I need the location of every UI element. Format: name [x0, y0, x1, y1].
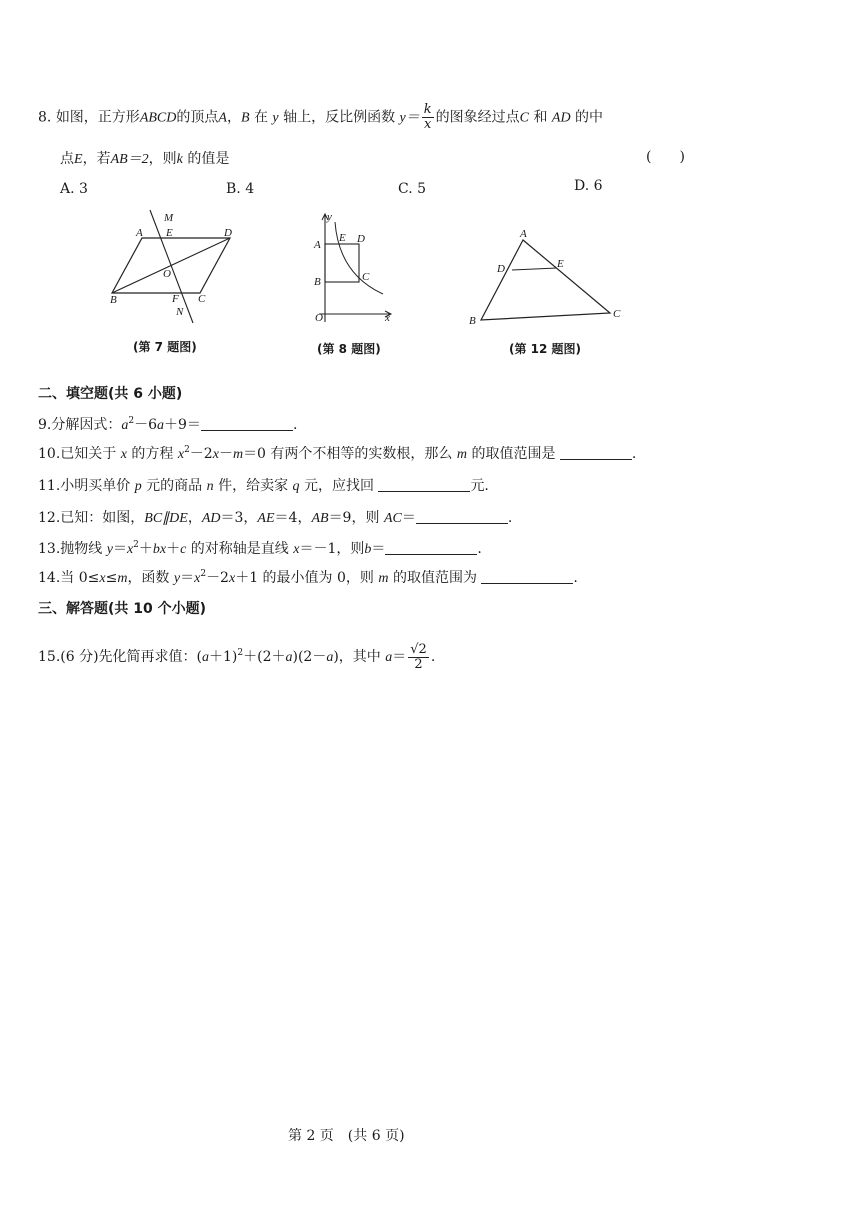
q9-math: a [121, 418, 129, 433]
q15-text: (6 分)先化简再求值：( [60, 649, 203, 665]
label-y: y [327, 211, 332, 223]
figure-8-caption: (第 8 题图) [317, 342, 381, 356]
q14-math: x [228, 571, 236, 586]
q8-text: 如图，正方形 [55, 109, 140, 126]
q8-text: ，若 [82, 151, 111, 167]
q11-math: q [292, 479, 300, 494]
q13-math: x [126, 542, 134, 557]
question-13 [38, 538, 482, 558]
q13-math: y [106, 542, 113, 557]
exponent: 2 [128, 416, 135, 426]
q8-text: 的顶点 [176, 109, 219, 126]
q12-math: AC [383, 511, 402, 526]
q12-math: AD [201, 511, 221, 526]
label-o: O [163, 268, 171, 280]
q11-text: 件，给卖家 [218, 478, 289, 494]
question-number: 13. [38, 541, 61, 557]
exponent: 2 [200, 569, 207, 579]
q8-math: B [240, 110, 250, 126]
q10-math: －2 [189, 446, 213, 462]
q8-math: AD [551, 110, 571, 126]
question-8-line-1 [38, 103, 603, 133]
q8-text: 点 [60, 151, 74, 167]
label-d: D [497, 263, 505, 275]
exponent: 2 [237, 648, 244, 658]
q8-math: y [272, 110, 279, 126]
q13-math: c [180, 542, 187, 557]
q11-text: 元的商品 [146, 478, 203, 494]
figure-8 [305, 210, 395, 325]
label-o: O [315, 312, 323, 324]
q13-math: b [364, 542, 372, 557]
question-9 [38, 414, 297, 434]
q12-text: . [507, 510, 513, 526]
q8-math: ABCD [139, 110, 177, 126]
label-b: B [110, 294, 117, 306]
fraction-denominator: x [424, 117, 432, 132]
q15-text: )，其中 [333, 649, 381, 665]
label-x: x [385, 312, 390, 324]
q10-math: m [232, 447, 244, 462]
answer-blank[interactable] [378, 477, 470, 492]
label-c: C [613, 308, 621, 320]
figure-12-caption: (第 12 题图) [509, 342, 582, 356]
q12-text: ， [187, 510, 202, 526]
q14-text: ，函数 [127, 570, 170, 586]
option-a: A. 3 [60, 181, 88, 197]
q13-math: ＝ [371, 541, 386, 557]
label-a: A [520, 228, 527, 240]
q14-math: ＝ [180, 570, 195, 586]
q15-math: )(2－ [292, 649, 327, 665]
question-number: 15. [38, 649, 61, 665]
q10-text: 的方程 [131, 446, 174, 462]
q10-math: － [218, 446, 233, 462]
q10-text: 已知关于 [60, 446, 117, 462]
q11-text: 元，应找回 [303, 478, 374, 494]
q12-text: 已知：如图， [60, 510, 145, 526]
label-b: B [314, 276, 321, 288]
exponent: 2 [133, 540, 139, 550]
label-m: M [164, 212, 174, 224]
label-c: C [362, 271, 370, 283]
q9-text: . [292, 417, 298, 433]
q10-math: m [456, 447, 467, 462]
fraction-denominator: 2 [414, 656, 423, 672]
q8-math: A [218, 110, 227, 126]
figure-7-caption: (第 7 题图) [133, 340, 197, 354]
q14-math: y [173, 571, 181, 586]
label-b: B [469, 315, 476, 327]
q14-math: m [117, 571, 128, 586]
option-b: B. 4 [226, 181, 255, 197]
q12-text: ＝9，则 [328, 510, 380, 526]
q15-text: . [430, 649, 436, 665]
q13-text: . [477, 541, 482, 557]
q14-math: m [378, 571, 389, 586]
q8-math: E [74, 152, 83, 167]
label-a: A [314, 239, 321, 251]
q13-math: ＋ [138, 541, 153, 557]
q8-math: k [176, 152, 183, 167]
option-d: D. 6 [574, 178, 603, 194]
q11-text: 小明买单价 [60, 478, 131, 494]
q11-math: p [134, 479, 142, 494]
question-8-line-2 [60, 148, 229, 168]
q10-text: ＝0 有两个不相等的实数根，那么 [243, 446, 453, 462]
q8-text: 的图象经过点 [435, 109, 520, 126]
label-e: E [339, 232, 346, 244]
q10-math: x [212, 447, 219, 462]
q12-text: ＝4， [274, 510, 312, 526]
q13-math: ＝ [112, 541, 127, 557]
q8-text: 在 [253, 109, 268, 126]
square-abcd [325, 244, 359, 282]
q8-text: 的中 [575, 109, 604, 126]
label-a: A [136, 227, 143, 239]
q8-text: 轴上，反比例函数 [283, 109, 396, 126]
q14-math: x [194, 571, 201, 586]
q12-math: BC∥DE [144, 511, 188, 526]
q12-text: ＝ [401, 510, 416, 526]
answer-blank[interactable] [481, 569, 573, 584]
label-n: N [176, 306, 184, 318]
segment-de [512, 268, 557, 270]
label-d: D [224, 227, 232, 239]
question-number: 12. [38, 510, 61, 526]
q10-math: x [120, 447, 127, 462]
exponent: 2 [184, 445, 190, 455]
q13-math: ＋ [166, 541, 181, 557]
answer-blank[interactable] [416, 509, 508, 524]
q15-math: ＝ [392, 649, 407, 665]
q8-math: y＝ [399, 110, 420, 126]
q9-text: 分解因式： [51, 417, 122, 433]
q14-text: ＋1 的最小值为 0，则 [235, 570, 374, 586]
q10-text: . [631, 446, 637, 462]
q9-math: －6 [134, 417, 158, 433]
question-11 [38, 475, 489, 495]
option-c: C. 5 [398, 181, 427, 197]
q12-math: AB [311, 511, 329, 526]
question-number: 14. [38, 570, 61, 586]
q11-text: 元. [470, 478, 489, 494]
q11-math: n [206, 479, 214, 494]
question-15 [38, 638, 435, 673]
q13-text: ＝－1，则 [299, 541, 365, 557]
q13-text: 的对称轴是直线 [190, 541, 289, 557]
q15-math: a [285, 650, 293, 665]
section-2-title: 二、填空题(共 6 小题) [38, 386, 183, 402]
label-c: C [198, 293, 206, 305]
q15-math: a [326, 650, 334, 665]
answer-bracket: ( ) [646, 149, 685, 165]
figure-12 [465, 225, 635, 330]
answer-blank[interactable] [201, 416, 293, 431]
figure-7 [100, 205, 250, 325]
q15-math: ＋1) [209, 649, 238, 665]
q13-math: x [293, 542, 300, 557]
q15-math: ＋(2＋ [243, 649, 286, 665]
q14-math: ≤ [105, 570, 118, 586]
label-e: E [557, 258, 564, 270]
q14-text: . [573, 570, 578, 586]
question-10 [38, 443, 636, 463]
question-number: 8. [38, 109, 52, 126]
q13-math: bx [152, 542, 167, 557]
q9-math: a [157, 418, 165, 433]
question-number: 10. [38, 446, 61, 462]
triangle-abc [481, 240, 610, 320]
fraction-sqrt2-over-2 [408, 643, 429, 672]
answer-blank[interactable] [560, 445, 632, 460]
q8-text: ， [226, 109, 241, 126]
q12-math: AE [257, 511, 275, 526]
q8-text: 的值是 [187, 151, 230, 167]
q8-math: C [519, 110, 529, 126]
question-number: 11. [38, 478, 61, 494]
fraction-k-over-x [422, 103, 434, 132]
answer-blank[interactable] [385, 540, 477, 555]
q14-math: －2 [206, 570, 229, 586]
q8-text: ，则 [148, 151, 177, 167]
q15-math: a [385, 650, 393, 665]
q10-math: x [177, 447, 185, 462]
page-footer: 第 2 页 (共 6 页) [288, 1128, 405, 1144]
q8-text: 和 [533, 109, 548, 126]
label-f: F [172, 293, 179, 305]
q9-math: ＋9＝ [164, 417, 201, 433]
section-3-title: 三、解答题(共 10 个小题) [38, 601, 207, 617]
q13-text: 抛物线 [60, 541, 103, 557]
q14-math: x [99, 571, 106, 586]
q14-text: 当 0≤ [60, 570, 100, 586]
q12-text: ＝3， [220, 510, 258, 526]
question-number: 9. [38, 417, 52, 433]
fraction-numerator: √2 [410, 641, 427, 657]
q10-text: 的取值范围是 [471, 446, 556, 462]
q14-text: 的取值范围为 [392, 570, 477, 586]
q15-math: a [202, 650, 210, 665]
label-e: E [166, 227, 173, 239]
q8-math: AB＝2 [110, 152, 149, 167]
label-d: D [357, 233, 365, 245]
question-12 [38, 507, 512, 527]
fraction-numerator: k [423, 102, 432, 117]
question-14 [38, 567, 578, 587]
